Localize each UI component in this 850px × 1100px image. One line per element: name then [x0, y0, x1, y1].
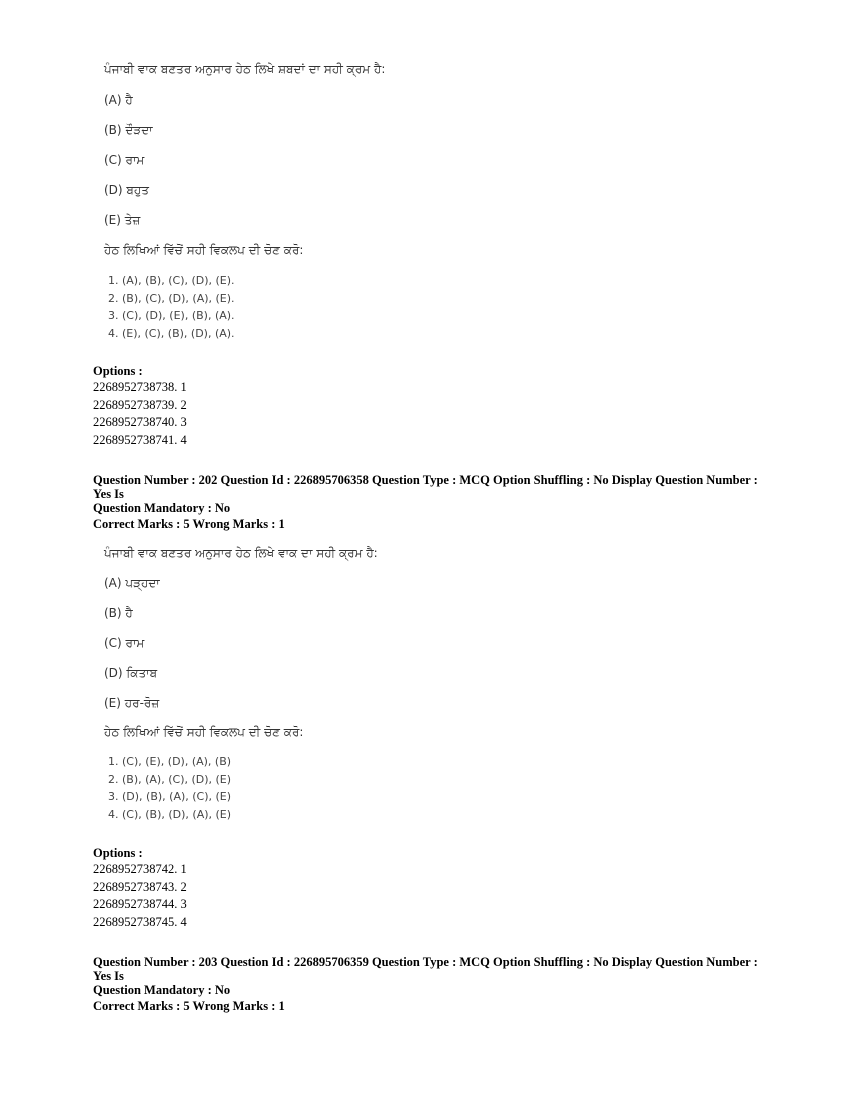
choice-item: 1. (C), (E), (D), (A), (B)	[108, 755, 232, 768]
question-prompt: ਪੰਜਾਬੀ ਵਾਕ ਬਣਤਰ ਅਨੁਸਾਰ ਹੇਠ ਲਿਖੇ ਵਾਕ ਦਾ ਸਹੀ ਕ੍ਰਮ ਹੈ:	[104, 546, 378, 560]
option-id-list	[93, 861, 187, 931]
choice-item: 4. (E), (C), (B), (D), (A).	[108, 326, 235, 340]
option-id: 2268952738740. 3	[93, 415, 187, 429]
option-id: 2268952738739. 2	[93, 397, 187, 412]
choice-item: 2. (B), (A), (C), (D), (E)	[108, 772, 232, 786]
choice-item: 2. (B), (C), (D), (A), (E).	[108, 291, 235, 305]
word-item: (C) ਰਾਮ	[104, 636, 145, 650]
meta-line: Question Mandatory : No	[93, 983, 231, 997]
choice-list	[108, 272, 235, 342]
question-prompt: ਪੰਜਾਬੀ ਵਾਕ ਬਣਤਰ ਅਨੁਸਾਰ ਹੇਠ ਲਿਖੇ ਸ਼ਬਦਾਂ ਦਾ ਸਹੀ ਕ੍ਰਮ ਹੈ:	[104, 62, 386, 76]
question-instruction: ਹੇਠ ਲਿਖਿਆਂ ਵਿੱਚੋਂ ਸਹੀ ਵਿਕਲਪ ਦੀ ਚੋਣ ਕਰੋ:	[104, 243, 304, 257]
option-id: 2268952738745. 4	[93, 914, 187, 929]
word-item: (C) ਰਾਮ	[104, 153, 145, 167]
choice-item: 3. (D), (B), (A), (C), (E)	[108, 790, 232, 803]
choice-list	[108, 753, 231, 823]
meta-line: Question Mandatory : No	[93, 501, 231, 515]
word-item: (B) ਦੌੜਦਾ	[104, 123, 153, 137]
option-id: 2268952738744. 3	[93, 897, 187, 911]
word-item: (A) ਪੜ੍ਹਦਾ	[104, 576, 160, 590]
option-id: 2268952738743. 2	[93, 879, 187, 894]
option-id-list	[93, 379, 187, 449]
meta-line: Question Number : 202 Question Id : 226895706358 Question Type : MCQ Option Shuffling : No Display Question Number : Yes Is	[93, 473, 758, 501]
word-item: (D) ਕਿਤਾਬ	[104, 666, 158, 680]
options-label: Options :	[93, 364, 143, 378]
word-item: (B) ਹੈ	[104, 606, 133, 620]
marks-line: Correct Marks : 5 Wrong Marks : 1	[93, 999, 285, 1013]
word-item: (D) ਬਹੁਤ	[104, 183, 149, 197]
choice-item: 3. (C), (D), (E), (B), (A).	[108, 309, 235, 322]
marks-line: Correct Marks : 5 Wrong Marks : 1	[93, 517, 285, 531]
word-item: (E) ਹਰ-ਰੋਜ਼	[104, 696, 160, 710]
word-item: (A) ਹੈ	[104, 93, 133, 107]
question-202-meta	[93, 473, 773, 531]
word-item: (E) ਤੇਜ਼	[104, 213, 141, 227]
question-203-meta	[93, 955, 773, 1013]
option-id: 2268952738742. 1	[93, 862, 187, 876]
choice-item: 4. (C), (B), (D), (A), (E)	[108, 807, 232, 821]
option-id: 2268952738738. 1	[93, 380, 187, 394]
option-id: 2268952738741. 4	[93, 432, 187, 447]
options-label: Options :	[93, 846, 143, 860]
choice-item: 1. (A), (B), (C), (D), (E).	[108, 274, 235, 287]
question-instruction: ਹੇਠ ਲਿਖਿਆਂ ਵਿੱਚੋਂ ਸਹੀ ਵਿਕਲਪ ਦੀ ਚੋਣ ਕਰੋ:	[104, 725, 304, 739]
meta-line: Question Number : 203 Question Id : 226895706359 Question Type : MCQ Option Shuffling : No Display Question Number : Yes Is	[93, 955, 758, 983]
